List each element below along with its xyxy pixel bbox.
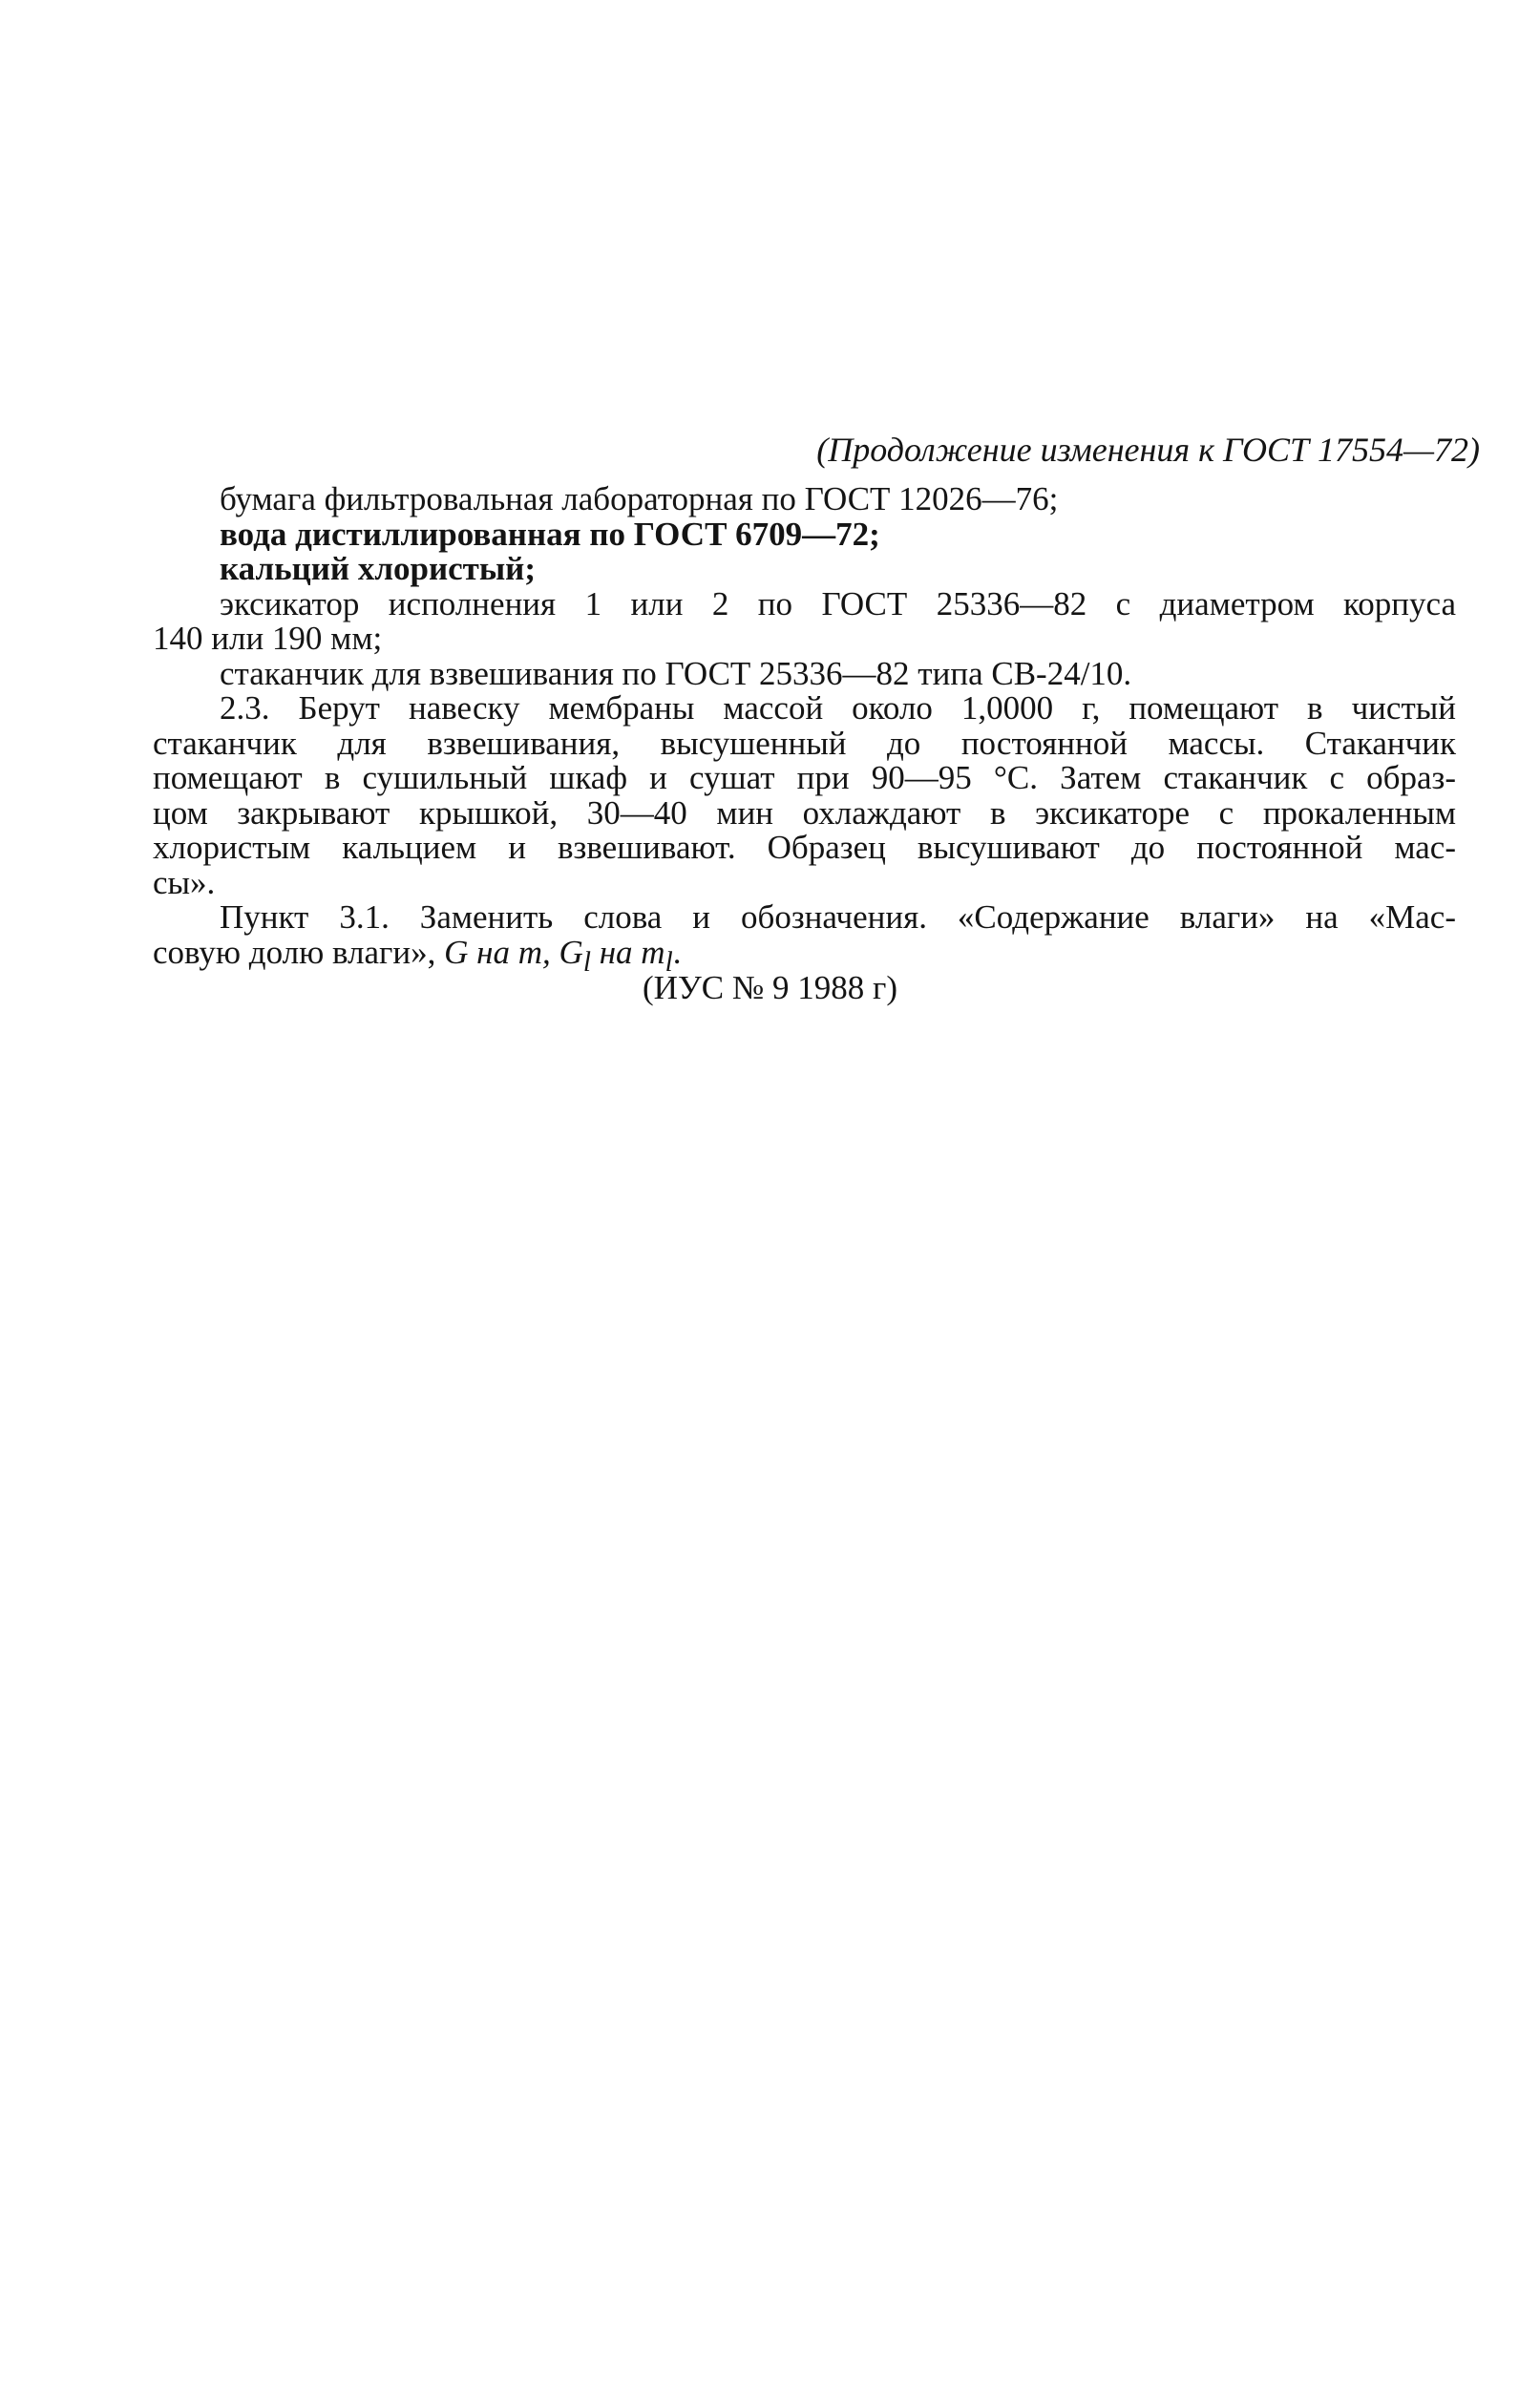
clause-2-3-line: цом закрывают крышкой, 30—40 мин охлаждают в эксикаторе с прокаленным bbox=[153, 793, 1456, 832]
equipment-item: бумага фильтровальная лабораторная по ГОСТ 12026—76; bbox=[220, 480, 1059, 517]
clause-3-1-symbols: G на m, G bbox=[444, 933, 583, 971]
equipment-item: кальций хлористый; bbox=[220, 550, 536, 587]
clause-3-1-line bbox=[153, 933, 1456, 978]
clause-2-3-line: стаканчик для взвешивания, высушенный до постоянной массы. Стаканчик bbox=[153, 724, 1456, 762]
document-body bbox=[153, 480, 1456, 978]
clause-3-1-text: совую долю влаги», bbox=[153, 933, 445, 971]
equipment-item: эксикатор исполнения 1 или 2 по ГОСТ 25336—82 с диаметром корпуса bbox=[220, 584, 1456, 622]
continuation-header: (Продолжение изменения к ГОСТ 17554—72) bbox=[816, 431, 1480, 469]
ius-reference: (ИУС № 9 1988 г) bbox=[643, 969, 897, 1006]
equipment-item-continuation: 140 или 190 мм; bbox=[153, 620, 383, 657]
subscript: l bbox=[582, 946, 591, 978]
equipment-item: вода дистиллированная по ГОСТ 6709—72; bbox=[220, 515, 880, 553]
clause-2-3-line: помещают в сушильный шкаф и сушат при 90—95 °С. Затем стаканчик с образ- bbox=[153, 759, 1456, 796]
equipment-item: стаканчик для взвешивания по ГОСТ 25336—82 типа СВ-24/10. bbox=[220, 654, 1132, 692]
clause-3-1-line: Пункт 3.1. Заменить слова и обозначения. «Содержание влаги» на «Мас- bbox=[220, 898, 1456, 936]
clause-3-1-symbols: на m bbox=[590, 933, 665, 971]
clause-2-3-line: 2.3. Берут навеску мембраны массой около 1,0000 г, помещают в чистый bbox=[220, 689, 1456, 727]
clause-3-1-end: . bbox=[672, 933, 682, 971]
clause-2-3-line: сы». bbox=[153, 863, 216, 901]
clause-2-3-line: хлористым кальцием и взвешивают. Образец высушивают до постоянной мас- bbox=[153, 829, 1456, 866]
subscript: l bbox=[665, 946, 673, 978]
